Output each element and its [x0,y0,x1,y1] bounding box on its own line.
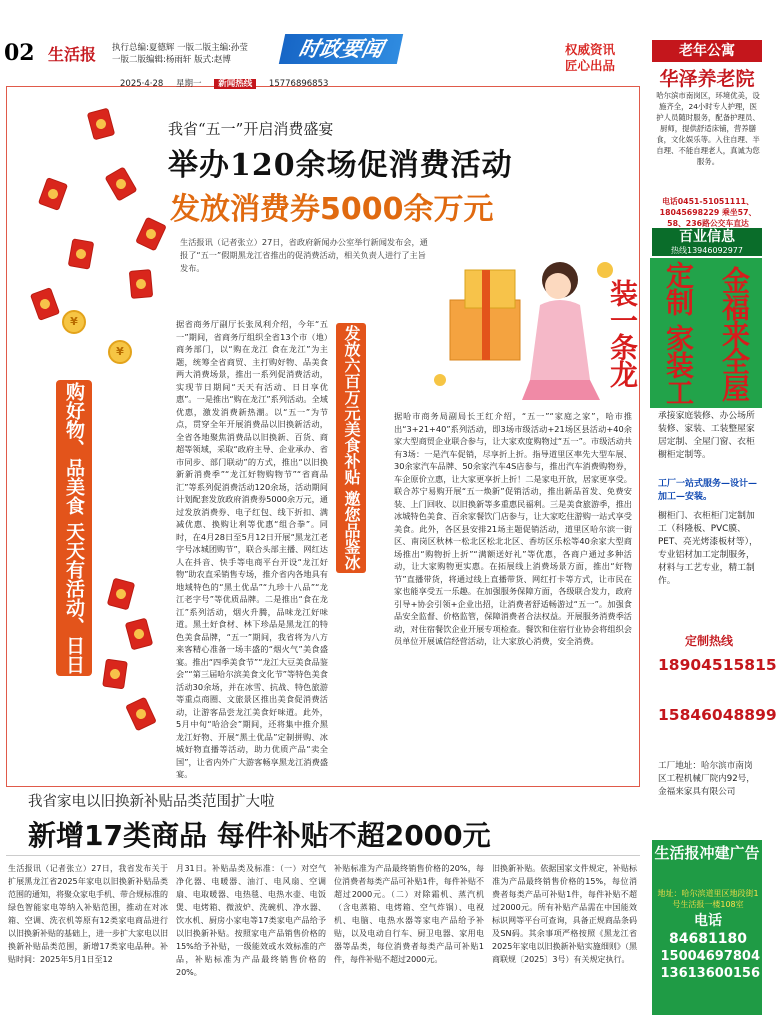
vertical-banner-middle: 发放六百万元美食补贴 邀您品鉴冰城美食 [336,323,366,573]
ad-body: 橱柜门、衣柜柜门定制加工（科隆板、PVC膜、PET、亮光烤漆板材等），专业铝材加工定制服务，材料与工艺专业，精工制作。 [658,511,758,586]
ad-service-line: 工厂一站式服务—设计—加工—安装。 [658,479,758,502]
red-envelope-icon [102,659,128,690]
red-envelope-icon [129,269,153,299]
vertical-banner-left: 购好物、品美食 天天有活动、日日享优惠 [56,380,92,676]
ad-address: 工厂地址：哈尔滨市南岗区工程机械厂院内92号，金福来家具有限公司 [658,761,755,797]
ad-headline: 金福来全屋定制 家装工装一条龙 [650,258,762,408]
dateline [120,77,640,91]
hotline-label: 新闻热线 [214,79,256,89]
staff-line: 一版二版编辑:杨雨轩 版式:赵博 [112,55,231,65]
slogan [565,42,655,74]
ad-body: 承接家庭装修、办公场所装修、家装、工装整屋家居定制、全屋门窗、衣柜橱柜定制等。 [658,411,755,460]
page-number: 02 [4,40,35,66]
newspaper-name: 生活报 [48,45,97,64]
staff-line: 执行总编:夏德辉 一版二版主编:孙莹 [112,43,248,53]
ad-phone-label: 电话 [694,913,722,929]
ad-phone: 15004697804 [660,949,760,964]
story2-column: 生活报讯（记者张立）27日，我省发布关于扩展黑龙江省2025年家电以旧换新补贴品类范围的通知，将聚众家电手机、带合规标准的绿色智能家电等纳入补贴范围，推动在对冰箱、空调、洗衣机等原有12类家电商品进行以旧换新补贴的基础上，进一步扩大家电以旧换新补贴品类范围，新增17类家电品种。补贴时间：2025年5月1日至12 [8,864,168,964]
coin-icon: ¥ [108,340,132,364]
story-subheadline: 发放消费券5000余万元 [170,192,494,227]
story-column: 据省商务厅副厅长张凤利介绍，今年“五一”期间，省商务厅组织全省13个市（地）商务部门，以“购在龙江 食在龙江”为主题，统筹全省商贸、主打购好物、品美食两大消费场景，推出一系列促消费活动，实现节日期间“天天有活动、日日享优惠”。一是推出“购在龙江”系列活动。全域优惠，激发消费新热潮。以“五一”为节点，贯穿全年开展消费品以旧换新活动，全省各地聚焦消费品以旧换新、百货、商超等领域，采取“政府主导、企业承办、省市同步、部门联动”的方式，推出“以旧换新新消费季”“龙江好物购物节”“省商品汇”等系列促消费活动120余场，活动期间计划配套发放政府消费券5000余万元，通过发放消费券、电子红包、线下折扣、满减优惠、换购让利等优惠“组合拳”。同时，在4月28日至5月12日开展“黑龙江老字号冰城团购节”，联合头部主播、网红达人在抖音、快手等电商平台开设“龙江好物”助农直采销售专场，推介省内各地具有地域特色的“黑土优品”“九珍十八品”“龙江老字号”等优质品牌。二是推出“食在龙江”系列活动，烟火升腾，品味龙江好味道。黑土好食材、林下珍品是黑龙江的特色美食品牌，“五一”期间，我省将为八方来客精心准备一场丰盛的“烟火气”美食盛宴。推出“四季美食节”“龙江大豆美食品鉴会”“第三届哈尔滨美食文化节”等特色美食活动30余场，并在冰雪、抗战、特色旅游等重点商圈、文旅景区推出美食促消费活动，让游客品尝龙江美食好味道。此外，5月中旬“哈洽会”期间，还将集中推介黑龙江好物、开展“黑土优品”定制拼购、冰城好物直播等活动，助力优质产品“卖全国”，让省内外广大游客畅享黑龙江消费盛宴。 [176,319,328,779]
ad-title: 生活报冲建广告 [654,844,760,862]
coin-icon: ¥ [62,310,86,334]
story2-column: 旧换新补贴。依据国家文件规定，补贴标准为产品最终销售价格的15%，每位消费者每类产品可补贴1件，每件补贴不超过2000元。所有补贴产品需在中国能效标识网等平台可查询，具备正规商品条码及SN码。其余事项严格按照《黑龙江省2025年家电以旧换新补贴实施细则》（黑商联规〔2025〕3号）有关规定执行。 [492,864,637,964]
ad-phone [656,912,760,948]
ad-title: 百业信息 [652,228,762,250]
story2-headline: 新增17类商品 每件补贴不超2000元 [28,819,491,852]
section-title: 时政要闻 [279,34,403,64]
ad-hotline: 热线13946092977 [652,246,762,256]
slogan-line: 匠心出品 [565,58,616,73]
ad-phone-list [656,948,760,982]
story2-kicker: 我省家电以旧换新补贴品类范围扩大啦 [28,794,275,810]
ad-address: 地址：哈尔滨道里区地段街1号生活报一楼108室 [657,889,759,909]
ad-body: 哈尔滨市南岗区，环境优美，设施齐全，24小时专人护理，医护人员随时服务，配备护理员、厨师，提供舒适床铺，营养膳食，文化娱乐等。入住自理、半自理、不能自理老人，真诚为您服务。 [656,91,760,166]
slogan-line: 权威资讯 [565,42,616,57]
story-column: 据哈市商务局副局长王红介绍，“五一”“家庭之家”，哈市推出“3+21+40”系列活动，即3场市级活动+21场区县活动+40余家大型商贸企业联合参与，让大家欢度购物过“五一”。市级活动共有3场：一是汽车促销，尽享折上折。指导道里区率先大型车展、30余家汽车品牌、50余家汽车4S店参与，推出汽车消费购物券，车企原价立惠，让大家更享折上折！二是家电开放，居家更享受。联合苏宁易购开展“五一焕新”促销活动，推出新品首发、免费安装、上门回收、以旧换新等多重惠民福利。三是美食旅游季，推出冰城特色美食、百余家餐饮门店参与，让大家吃住游购一站式享受美食。此外，各区县安排21场主题促销活动，道里区哈尔滨一街区、南岗区秋林一松北区松北北区、香坊区乐松等40余家大型商场推出“购物折上折”“满额送好礼”等优惠，各商户通过多种活动，让大家购物更实惠。在拓展线上消费场景方面，推出“好物节”直播带货，将通过线上直播带货、网红打卡等方式，让市民在家也能享受五一乐趣。在加强服务保障方面，各级联合发力，政府引导+协会引领+企业出招，让消费者舒适畅游过“五一”。加强食品安全监督、价格监管，保障消费者合法权益。开展服务消费季活动，对住宿餐饮企业开展专项检查。餐饮和住宿行业协会将组织会员单位开展诚信经营活动，让大家放心消费，安全消费。 [394,411,632,646]
hotline-number: 15776896853 [268,79,329,89]
ad-phone: 电话0451-51051111、18045698229 乘坐57、58、236路公交车直达 [659,197,757,228]
ad-phone-number: 84681180 [669,931,747,947]
ad-name: 华泽养老院 [659,68,755,90]
story-lead: 生活报讯（记者张立）27日，省政府新闻办公室举行新闻发布会，通报了“五一”假期黑龙江省推出的促消费活动，相关负责人进行了主旨发布。 [180,237,428,273]
ad-phone: 18904515815 [658,656,777,674]
weekday: 星期一 [175,79,202,89]
staff-credits [112,42,272,66]
ad-phone: 15846048899 [658,706,777,724]
story2-column: 补贴标准为产品最终销售价格的20%，每位消费者每类产品可补贴1件，每件补贴不超过2000元。（二）对除霜机、蒸汽机（含电蒸箱、电烤箱、空气炸锅）、电视机、电脑、电热水器等家电产品给予补贴，以及电动自行车、厨卫电器、家用电器等品类，每位消费者每类产品可补贴1件，每件补贴不超过2000元。 [334,864,484,964]
ad-hotline-label: 定制热线 [684,634,733,648]
ad-phone: 13613600156 [660,966,760,981]
story2-column: 月31日。补贴品类及标准：（一）对空气净化器、电暖器、油汀、电风扇、空调扇、电取暖器、电热毯、电热水壶、电饭煲、电烤箱、微波炉、洗碗机、净水器、饮水机、厨房小家电等17类家电产品给予以旧换新补贴。按照家电产品销售价格的15%给予补贴，一级能效或水效标准的产品，补贴标准为产品最终销售价格的20%。 [176,864,326,977]
story-headline: 举办120余场促消费活动 [168,148,513,183]
ad-title: 老年公寓 [652,40,762,62]
date: 2025·4·28 [120,79,164,89]
divider [6,855,640,856]
story-kicker: 我省“五一”开启消费盛宴 [168,120,334,138]
